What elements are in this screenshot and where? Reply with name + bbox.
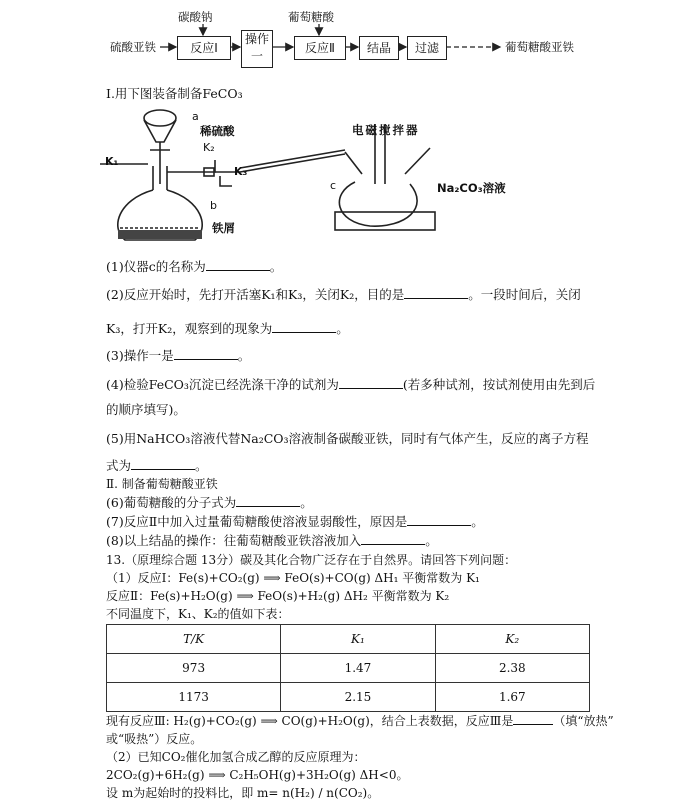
question-2-line2 (106, 319, 349, 337)
question-13-reaction3 (106, 712, 614, 729)
flow-start-label: 硫酸亚铁 (110, 40, 156, 54)
question-8-text: (8)以上结晶的操作：往葡萄糖酸亚铁溶液加入 (106, 533, 362, 548)
question-1 (106, 257, 282, 275)
question-6-end: 。 (300, 495, 313, 510)
answer-blank[interactable] (407, 513, 471, 526)
apparatus-label-dilute-acid: 稀硫酸 (200, 124, 235, 138)
flow-box-operation1-line1: 操作 (244, 32, 269, 46)
table-cell: 1.47 (281, 654, 435, 683)
question-8 (106, 531, 438, 549)
question-7-text: (7)反应Ⅱ中加入过量葡萄糖酸使溶液显弱酸性，原因是 (106, 514, 408, 529)
question-3 (106, 346, 250, 364)
part2-heading: Ⅱ. 制备葡萄糖酸亚铁 (106, 477, 218, 491)
question-13-part2-intro: （2）已知CO₂催化加氢合成乙醇的反应原理为： (106, 750, 366, 764)
question-3-text: (3)操作一是 (106, 348, 174, 363)
question-5-line2-text: 式为 (106, 458, 132, 473)
answer-blank[interactable] (131, 457, 195, 470)
apparatus-label-stirrer: 电磁搅拌器 (352, 123, 420, 137)
apparatus-label-solution: Na₂CO₃溶液 (437, 181, 506, 195)
table-cell: 2.15 (281, 683, 435, 712)
table-cell: 1173 (107, 683, 281, 712)
flow-box-operation1-line2: 一 (250, 49, 263, 63)
apparatus-label-b: b (210, 199, 217, 212)
question-4-line1 (106, 375, 595, 393)
question-2-line2-end: 。 (336, 321, 349, 336)
question-8-end: 。 (425, 533, 438, 548)
question-7-end: 。 (471, 514, 484, 529)
question-5-line2 (106, 456, 208, 474)
question-4-end: (若多种试剂，按试剂使用由先到后 (402, 377, 596, 392)
apparatus-label-iron: 铁屑 (212, 221, 235, 235)
table-header-cell: T/K (107, 625, 281, 654)
flow-box-crystallize: 结晶 (359, 36, 399, 60)
apparatus-label-k3: K₃ (234, 165, 248, 178)
question-13-reaction1: （1）反应Ⅰ：Fe(s)+CO₂(g) ⟹ FeO(s)+CO(g) ΔH₁ 平衡常数为 K₁ (106, 571, 480, 585)
table-header-cell: K₂ (435, 625, 589, 654)
equilibrium-constant-table (106, 624, 590, 712)
flow-box-reaction2: 反应Ⅱ (294, 36, 346, 60)
table-header-row (107, 625, 590, 654)
question-4-line2: 的顺序填写)。 (106, 402, 186, 417)
answer-blank[interactable] (236, 494, 300, 507)
question-13-table-intro: 不同温度下，K₁、K₂的值如下表： (106, 607, 290, 621)
flow-reagent2-label: 葡萄糖酸 (288, 10, 334, 24)
question-1-text: (1)仪器c的名称为 (106, 259, 206, 274)
apparatus-label-k2: K₂ (203, 141, 215, 154)
apparatus-drawing (100, 104, 500, 254)
apparatus-label-a: a (192, 110, 199, 123)
question-1-end: 。 (269, 259, 283, 274)
question-13-reaction2: 反应Ⅱ：Fe(s)+H₂O(g) ⟹ FeO(s)+H₂(g) ΔH₂ 平衡常数为 K₂ (106, 589, 450, 603)
flow-arrows (0, 0, 692, 70)
question-5-line1: (5)用NaHCO₃溶液代替Na₂CO₃溶液制备碳酸亚铁，同时有气体产生，反应的离子方程 (106, 431, 589, 446)
table-row (107, 683, 590, 712)
answer-blank[interactable] (174, 347, 238, 360)
question-13-reaction3-end: （填“放热” (553, 714, 614, 728)
question-2-line2-text: K₃，打开K₂，观察到的现象为 (106, 321, 273, 336)
question-13-feed-ratio: 设 m为起始时的投料比，即 m= n(H₂) / n(CO₂)。 (106, 786, 380, 800)
question-3-end: 。 (237, 348, 251, 363)
flow-box-reaction1: 反应Ⅰ (177, 36, 231, 60)
question-4-text: (4)检验FeCO₃沉淀已经洗涤干净的试剂为 (106, 377, 339, 392)
answer-blank[interactable] (339, 376, 403, 389)
table-cell: 973 (107, 654, 281, 683)
question-2-text: (2)反应开始时，先打开活塞K₁和K₃，关闭K₂，目的是 (106, 287, 405, 302)
part1-heading: Ⅰ.用下图装备制备FeCO₃ (106, 86, 243, 101)
question-2-line1 (106, 285, 581, 303)
table-header-cell: K₁ (281, 625, 435, 654)
question-5-line2-end: 。 (195, 458, 208, 473)
apparatus-label-k1: K₁ (105, 155, 119, 168)
apparatus-label-c: c (330, 179, 337, 192)
question-13-reaction3-text: 现有反应Ⅲ: H₂(g)+CO₂(g) ⟹ CO(g)+H₂O(g)，结合上表数据，反应Ⅲ是 (106, 714, 514, 728)
question-13-ethanol-reaction: 2CO₂(g)+6H₂(g) ⟹ C₂H₅OH(g)+3H₂O(g) ΔH<0。 (106, 768, 409, 782)
table-cell: 1.67 (435, 683, 589, 712)
question-6 (106, 493, 313, 511)
flow-box-filter: 过滤 (407, 36, 447, 60)
answer-blank[interactable] (272, 320, 336, 333)
question-13-reaction3-line2: 或“吸热”）反应。 (106, 732, 203, 746)
answer-blank[interactable] (206, 258, 270, 271)
question-6-text: (6)葡萄糖酸的分子式为 (106, 495, 237, 510)
answer-blank[interactable] (361, 532, 425, 545)
table-row (107, 654, 590, 683)
table-cell: 2.38 (435, 654, 589, 683)
flow-end-label: 葡萄糖酸亚铁 (505, 40, 574, 54)
question-13-title: 13.（原理综合题 13分）碳及其化合物广泛存在于自然界。请回答下列问题： (106, 553, 517, 567)
flow-reagent1-label: 碳酸钠 (178, 10, 213, 24)
answer-blank[interactable] (404, 286, 468, 299)
answer-blank[interactable] (513, 712, 553, 725)
question-7 (106, 512, 484, 530)
question-2-end: 。一段时间后，关闭 (468, 287, 581, 302)
